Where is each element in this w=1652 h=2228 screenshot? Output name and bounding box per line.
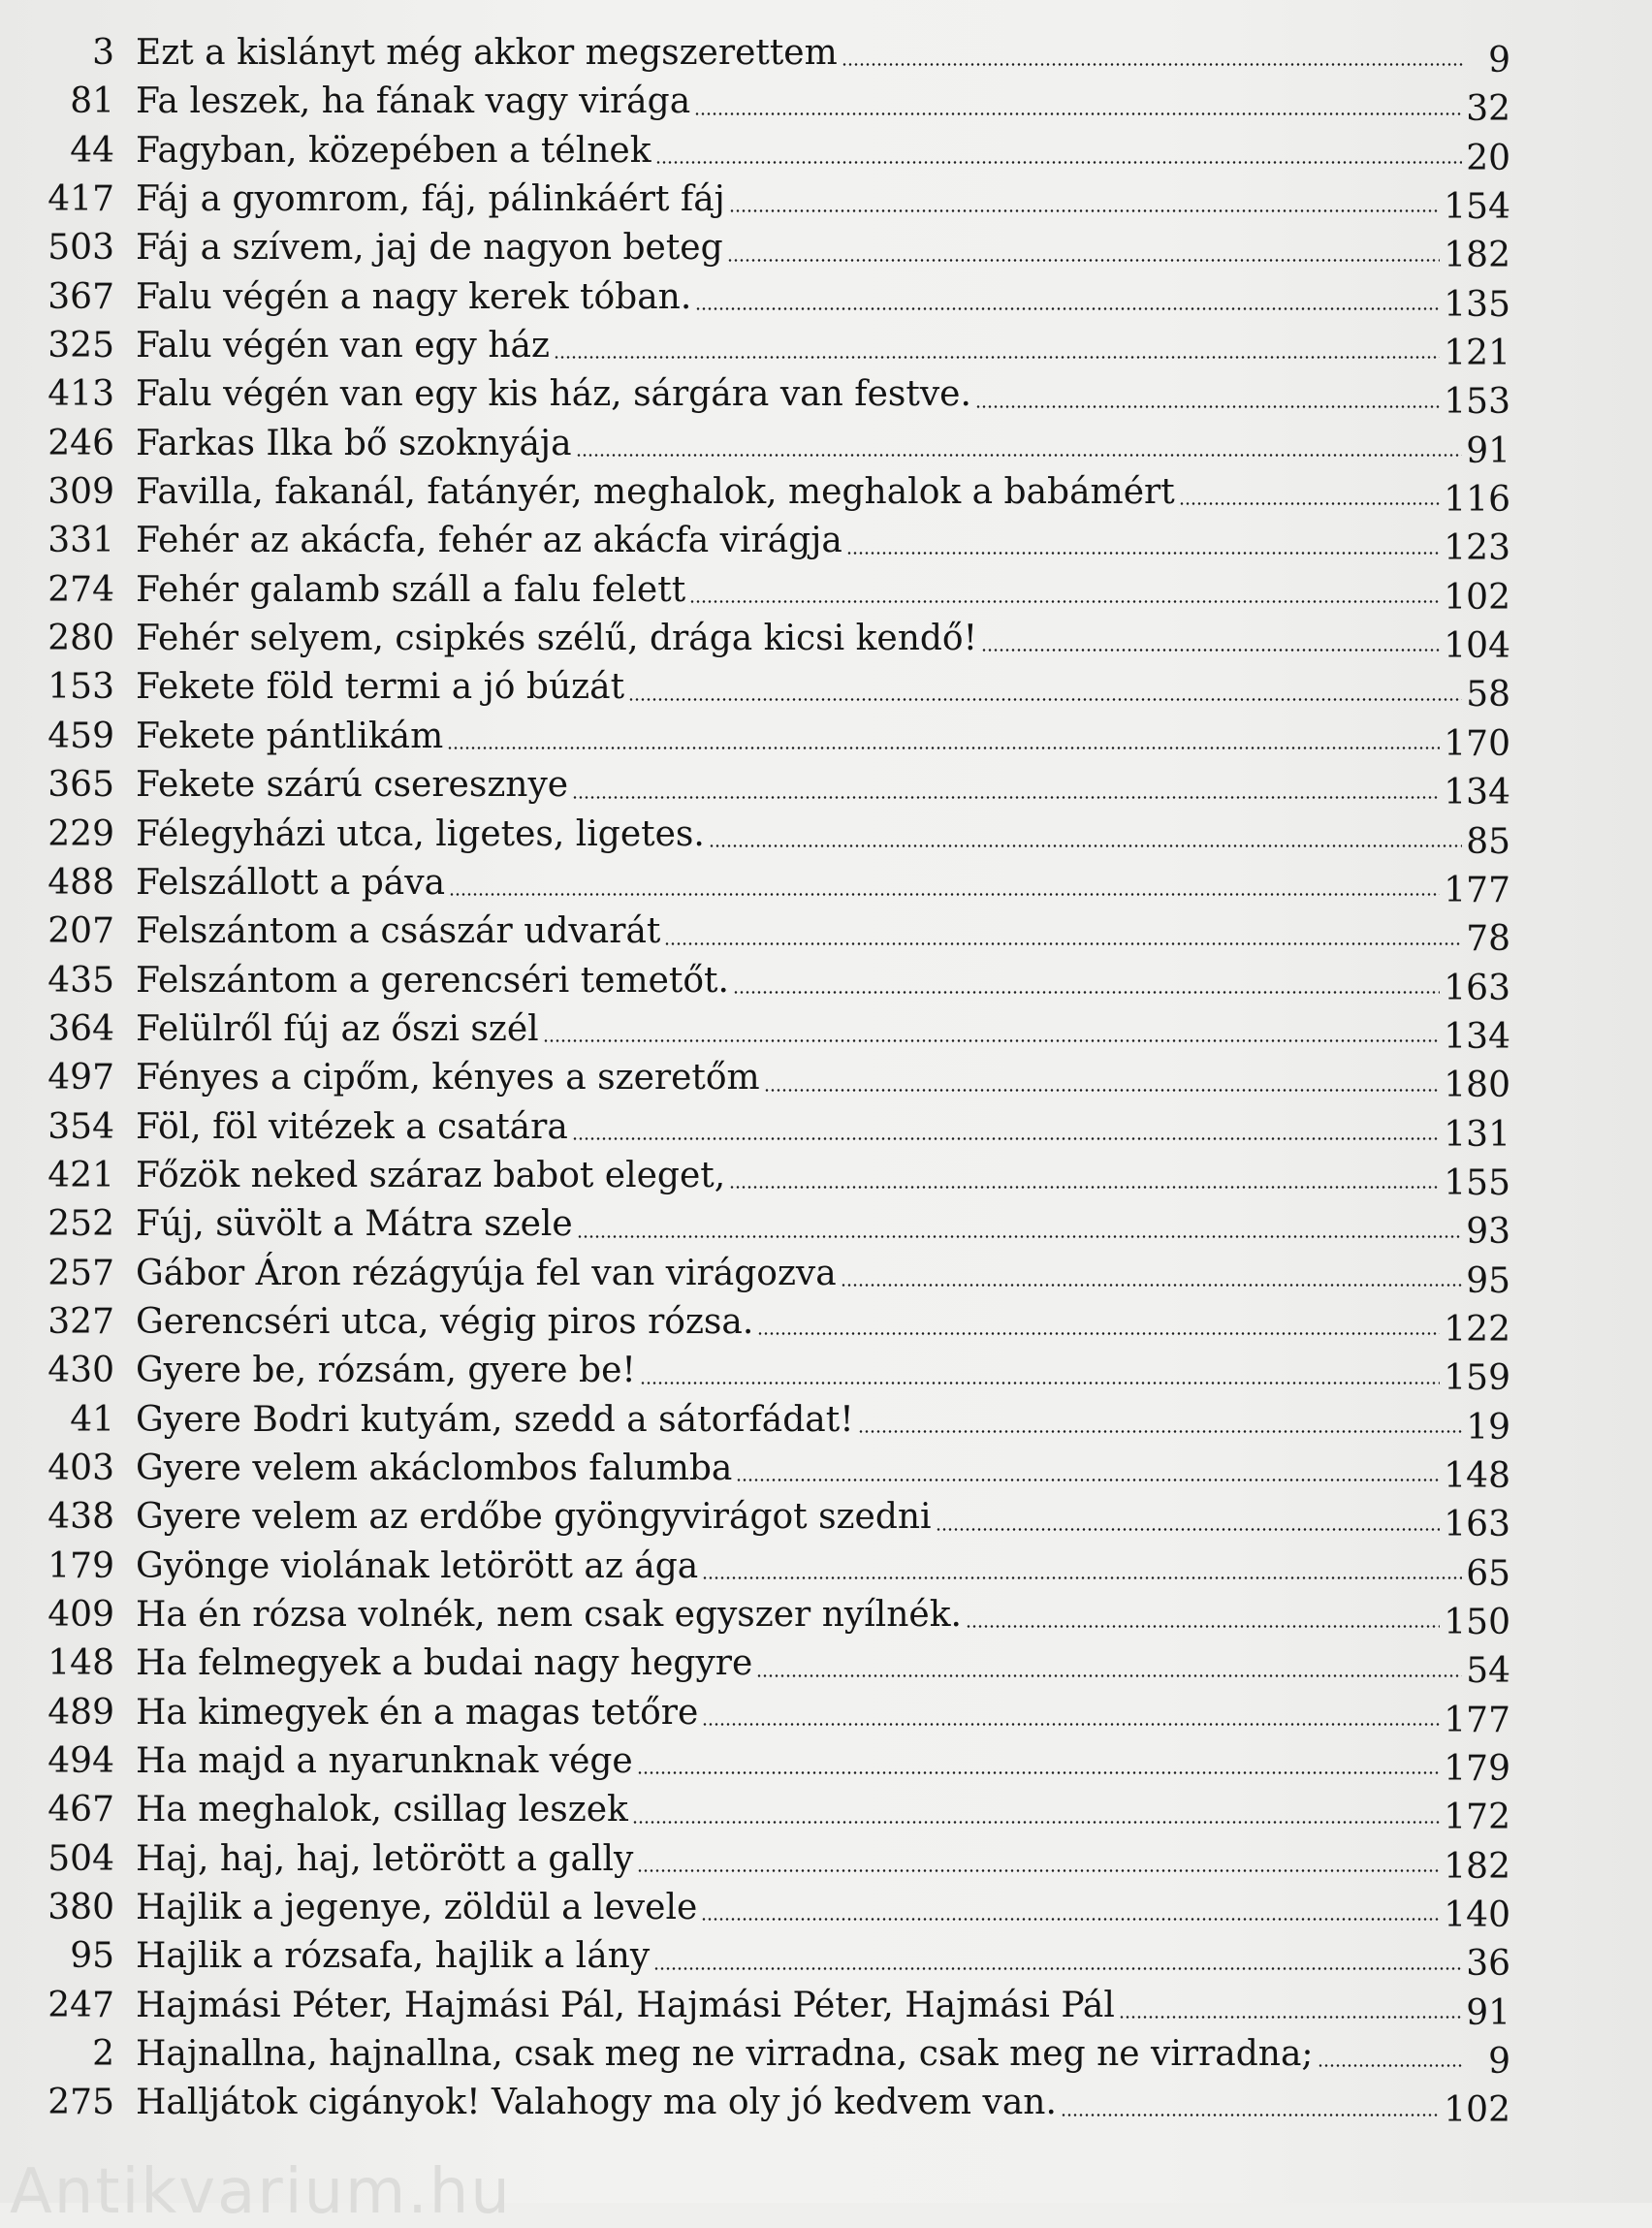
index-entry xyxy=(47,78,1510,130)
index-entry xyxy=(47,1591,1510,1642)
entry-page: 78 xyxy=(1466,919,1510,960)
entry-page: 180 xyxy=(1444,1066,1510,1106)
entry-title: Föl, föl vitézek a csatára xyxy=(136,1106,568,1147)
entry-title: Falu végén van egy kis ház, sárgára van festve. xyxy=(136,374,971,415)
entry-number: 309 xyxy=(48,472,114,513)
dot-leader xyxy=(572,1137,1440,1140)
entry-title: Hajnallna, hajnallna, csak meg ne virradna, csak meg ne virradna; xyxy=(136,2034,1314,2075)
dot-leader xyxy=(577,1235,1463,1238)
entry-title: Farkas Ilka bő szoknyája xyxy=(136,423,572,463)
entry-title: Ha felmegyek a budai nagy hegyre xyxy=(136,1643,753,1684)
entry-title: Fekete föld termi a jó búzát xyxy=(136,667,625,708)
index-entry xyxy=(47,1005,1510,1057)
entry-number: 41 xyxy=(70,1399,114,1440)
entry-page: 154 xyxy=(1444,187,1510,228)
dot-leader xyxy=(709,844,1462,847)
index-entry xyxy=(47,811,1510,862)
entry-title: Fehér az akácfa, fehér az akácfa virágja xyxy=(136,521,842,561)
entry-number: 421 xyxy=(48,1155,114,1195)
dot-leader xyxy=(449,893,1440,896)
index-entry xyxy=(47,1639,1510,1692)
entry-number: 438 xyxy=(48,1497,114,1538)
index-entry xyxy=(47,127,1510,178)
dot-leader xyxy=(701,1918,1440,1921)
index-entry xyxy=(47,1543,1510,1594)
dot-leader xyxy=(858,1430,1462,1433)
entry-page: 182 xyxy=(1444,236,1510,276)
entry-page: 131 xyxy=(1444,1114,1510,1155)
entry-page: 102 xyxy=(1444,577,1510,618)
entry-page: 95 xyxy=(1466,1260,1510,1301)
entry-number: 2 xyxy=(92,2034,114,2075)
entry-page: 153 xyxy=(1444,382,1510,423)
entry-title: Gyere velem az erdőbe gyöngyvirágot szedni xyxy=(136,1497,932,1538)
index-entry xyxy=(47,1835,1510,1887)
dot-leader xyxy=(632,1821,1440,1824)
entry-title: Falu végén a nagy kerek tóban. xyxy=(136,276,692,317)
dot-leader xyxy=(736,1479,1440,1481)
entry-number: 488 xyxy=(48,862,114,903)
entry-title: Főzök neked száraz babot eleget, xyxy=(136,1155,726,1195)
entry-page: 36 xyxy=(1466,1944,1510,1985)
song-index-list xyxy=(47,29,1510,2131)
entry-title: Haj, haj, haj, letörött a gally xyxy=(136,1838,634,1879)
index-entry xyxy=(47,370,1510,423)
index-entry xyxy=(47,907,1510,960)
entry-title: Felülről fúj az őszi szél xyxy=(136,1008,539,1049)
entry-page: 122 xyxy=(1444,1309,1510,1350)
entry-number: 274 xyxy=(48,569,114,610)
entry-number: 257 xyxy=(48,1253,114,1293)
entry-title: Falu végén van egy ház xyxy=(136,326,550,366)
entry-number: 459 xyxy=(48,716,114,756)
entry-page: 140 xyxy=(1444,1895,1510,1936)
entry-number: 409 xyxy=(48,1595,114,1635)
entry-page: 91 xyxy=(1466,430,1510,471)
index-entry xyxy=(47,713,1510,764)
dot-leader xyxy=(764,1089,1441,1092)
entry-title: Fényes a cipőm, kényes a szeretőm xyxy=(136,1058,760,1098)
entry-page: 134 xyxy=(1444,773,1510,813)
entry-page: 121 xyxy=(1444,334,1510,374)
index-entry xyxy=(47,1982,1510,2033)
entry-page: 19 xyxy=(1466,1407,1510,1448)
entry-number: 252 xyxy=(48,1204,114,1245)
index-entry xyxy=(47,1103,1510,1155)
entry-number: 179 xyxy=(48,1545,114,1586)
entry-number: 44 xyxy=(70,130,114,171)
entry-title: Felszántom a császár udvarát xyxy=(136,911,661,952)
entry-page: 123 xyxy=(1444,528,1510,569)
entry-page: 150 xyxy=(1444,1603,1510,1642)
dot-leader xyxy=(554,356,1440,359)
entry-number: 365 xyxy=(48,765,114,806)
entry-title: Fekete szárú cseresznye xyxy=(136,765,569,806)
entry-page: 102 xyxy=(1444,2090,1510,2131)
dot-leader xyxy=(655,161,1463,164)
entry-page: 20 xyxy=(1466,138,1510,178)
dot-leader xyxy=(1318,2064,1464,2067)
dot-leader xyxy=(572,796,1440,799)
entry-page: 116 xyxy=(1444,480,1510,521)
entry-number: 497 xyxy=(48,1058,114,1098)
index-entry xyxy=(47,1298,1510,1350)
dot-leader xyxy=(846,552,1440,555)
index-entry xyxy=(47,1932,1510,1985)
entry-title: Hajmási Péter, Hajmási Pál, Hajmási Péter, Hajmási Pál xyxy=(136,1985,1115,2025)
entry-title: Felszántom a gerencséri temetőt. xyxy=(136,960,729,1001)
entry-page: 182 xyxy=(1444,1846,1510,1887)
entry-title: Fa leszek, ha fának vagy virága xyxy=(136,81,691,122)
dot-leader xyxy=(664,942,1462,945)
index-entry xyxy=(47,663,1510,716)
entry-page: 9 xyxy=(1488,2042,1510,2083)
index-entry xyxy=(47,1250,1510,1301)
entry-title: Ha kimegyek én a magas tetőre xyxy=(136,1692,699,1733)
dot-leader xyxy=(975,405,1440,408)
index-entry xyxy=(47,1786,1510,1838)
index-entry xyxy=(47,1054,1510,1106)
entry-page: 170 xyxy=(1444,723,1510,764)
entry-number: 504 xyxy=(48,1838,114,1879)
entry-title: Hajlik a jegenye, zöldül a levele xyxy=(136,1888,698,1928)
entry-number: 247 xyxy=(48,1985,114,2025)
entry-title: Fehér galamb száll a falu felett xyxy=(136,569,686,610)
dot-leader xyxy=(702,1576,1462,1579)
dot-leader xyxy=(727,259,1441,262)
entry-page: 163 xyxy=(1444,968,1510,1008)
entry-page: 177 xyxy=(1444,870,1510,910)
dot-leader xyxy=(756,1674,1462,1677)
dot-leader xyxy=(966,1625,1440,1628)
entry-page: 85 xyxy=(1466,821,1510,862)
entry-number: 331 xyxy=(48,521,114,561)
entry-number: 229 xyxy=(48,813,114,854)
entry-page: 104 xyxy=(1444,626,1510,667)
entry-title: Fáj a szívem, jaj de nagyon beteg xyxy=(136,228,723,269)
entry-number: 364 xyxy=(48,1008,114,1049)
dot-leader xyxy=(640,1382,1440,1385)
entry-title: Fáj a gyomrom, fáj, pálinkáért fáj xyxy=(136,179,725,220)
index-entry xyxy=(47,761,1510,813)
entry-page: 135 xyxy=(1444,284,1510,325)
index-entry xyxy=(47,859,1510,910)
index-entry xyxy=(47,1396,1510,1448)
entry-number: 417 xyxy=(48,179,114,220)
index-entry xyxy=(47,1152,1510,1203)
entry-page: 172 xyxy=(1444,1798,1510,1838)
dot-leader xyxy=(1061,2114,1440,2117)
entry-number: 380 xyxy=(48,1888,114,1928)
entry-title: Gyönge violának letörött az ága xyxy=(136,1545,699,1586)
entry-page: 177 xyxy=(1444,1700,1510,1740)
dot-leader xyxy=(447,747,1440,749)
entry-page: 9 xyxy=(1488,41,1510,80)
entry-title: Gerencséri utca, végig piros rózsa. xyxy=(136,1301,754,1342)
entry-number: 280 xyxy=(48,619,114,659)
entry-page: 93 xyxy=(1466,1212,1510,1253)
dot-leader xyxy=(842,63,1464,66)
entry-number: 489 xyxy=(48,1692,114,1733)
entry-page: 58 xyxy=(1466,675,1510,716)
entry-title: Fehér selyem, csipkés szélű, drága kicsi kendő! xyxy=(136,619,978,659)
dot-leader xyxy=(689,600,1440,603)
index-entry xyxy=(47,322,1510,374)
entry-number: 467 xyxy=(48,1790,114,1830)
entry-page: 54 xyxy=(1466,1651,1510,1692)
entry-number: 430 xyxy=(48,1351,114,1391)
dot-leader xyxy=(628,698,1462,701)
entry-title: Félegyházi utca, ligetes, ligetes. xyxy=(136,813,705,854)
watermark-text: Antikvarium.hu xyxy=(10,2156,512,2228)
entry-number: 148 xyxy=(48,1643,114,1684)
index-entry xyxy=(47,1493,1510,1545)
entry-number: 153 xyxy=(48,667,114,708)
dot-leader xyxy=(695,307,1440,310)
entry-title: Fagyban, közepében a télnek xyxy=(136,130,651,171)
entry-title: Hajlik a rózsafa, hajlik a lány xyxy=(136,1936,651,1977)
index-entry xyxy=(47,1884,1510,1936)
index-entry xyxy=(47,1737,1510,1790)
entry-number: 275 xyxy=(48,2083,114,2123)
dot-leader xyxy=(576,454,1463,457)
dot-leader xyxy=(1119,2016,1462,2019)
entry-title: Fekete pántlikám xyxy=(136,716,444,756)
entry-number: 403 xyxy=(48,1448,114,1488)
dot-leader xyxy=(936,1528,1441,1531)
entry-page: 159 xyxy=(1444,1358,1510,1399)
entry-title: Gábor Áron rézágyúja fel van virágozva xyxy=(136,1253,837,1293)
dot-leader xyxy=(757,1332,1440,1335)
entry-number: 435 xyxy=(48,960,114,1001)
entry-number: 503 xyxy=(48,228,114,269)
entry-page: 179 xyxy=(1444,1749,1510,1790)
entry-number: 354 xyxy=(48,1106,114,1147)
entry-number: 367 xyxy=(48,276,114,317)
index-entry xyxy=(47,1347,1510,1399)
index-entry xyxy=(47,957,1510,1008)
index-entry xyxy=(47,1689,1510,1740)
entry-title: Ha én rózsa volnék, nem csak egyszer nyílnék. xyxy=(136,1595,962,1635)
entry-page: 134 xyxy=(1444,1016,1510,1057)
entry-number: 3 xyxy=(92,33,114,73)
entry-number: 207 xyxy=(48,911,114,952)
dot-leader xyxy=(637,1869,1440,1872)
entry-number: 413 xyxy=(48,374,114,415)
dot-leader xyxy=(1179,502,1441,505)
entry-title: Fúj, süvölt a Mátra szele xyxy=(136,1204,573,1245)
entry-number: 246 xyxy=(48,423,114,463)
entry-page: 155 xyxy=(1444,1162,1510,1203)
entry-title: Felszállott a páva xyxy=(136,862,446,903)
entry-title: Gyere be, rózsám, gyere be! xyxy=(136,1351,636,1391)
entry-title: Favilla, fakanál, fatányér, meghalok, meghalok a babámért xyxy=(136,472,1175,513)
entry-number: 494 xyxy=(48,1741,114,1782)
entry-title: Ha majd a nyarunknak vége xyxy=(136,1741,633,1782)
index-entry xyxy=(47,517,1510,569)
dot-leader xyxy=(981,649,1440,652)
index-entry xyxy=(47,224,1510,276)
dot-leader xyxy=(733,991,1440,994)
entry-page: 91 xyxy=(1466,1992,1510,2033)
index-entry xyxy=(47,2079,1510,2131)
index-entry xyxy=(47,1200,1510,1253)
entry-title: Halljátok cigányok! Valahogy ma oly jó kedvem van. xyxy=(136,2083,1057,2123)
entry-number: 95 xyxy=(70,1936,114,1977)
entry-page: 65 xyxy=(1466,1553,1510,1594)
entry-title: Ezt a kislányt még akkor megszerettem xyxy=(136,33,838,73)
entry-page: 148 xyxy=(1444,1455,1510,1496)
entry-title: Gyere velem akáclombos falumba xyxy=(136,1448,733,1488)
dot-leader xyxy=(729,1186,1440,1189)
index-entry xyxy=(47,566,1510,618)
entry-number: 325 xyxy=(48,326,114,366)
entry-number: 81 xyxy=(70,81,114,122)
index-entry xyxy=(47,175,1510,228)
entry-page: 32 xyxy=(1466,89,1510,130)
dot-leader xyxy=(543,1039,1441,1042)
index-entry xyxy=(47,468,1510,521)
index-entry xyxy=(47,420,1510,471)
entry-title: Gyere Bodri kutyám, szedd a sátorfádat! xyxy=(136,1399,854,1440)
index-entry xyxy=(47,273,1510,325)
dot-leader xyxy=(653,1967,1462,1970)
index-entry xyxy=(47,1445,1510,1496)
dot-leader xyxy=(702,1723,1440,1726)
dot-leader xyxy=(729,209,1440,212)
dot-leader xyxy=(694,112,1462,115)
dot-leader xyxy=(637,1771,1441,1774)
index-entry xyxy=(47,2030,1510,2083)
dot-leader xyxy=(841,1284,1462,1287)
entry-title: Ha meghalok, csillag leszek xyxy=(136,1790,628,1830)
entry-page: 163 xyxy=(1444,1505,1510,1545)
index-entry xyxy=(47,615,1510,667)
entry-number: 327 xyxy=(48,1301,114,1342)
index-entry xyxy=(47,29,1510,78)
